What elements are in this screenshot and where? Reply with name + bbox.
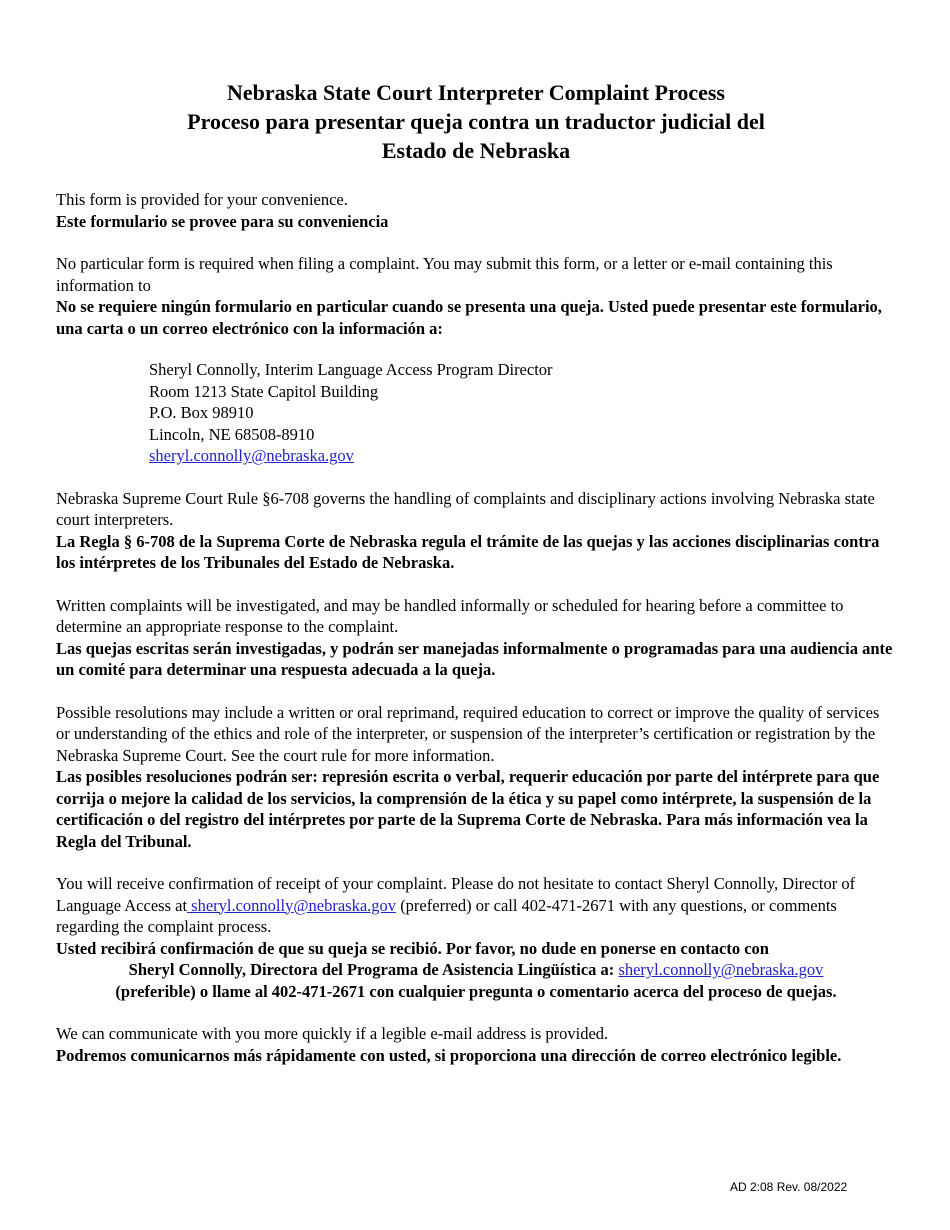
filing-english: No particular form is required when filing a complaint. You may submit this form, or a letter or e-mail containing this information to (56, 254, 833, 295)
communicate-spanish: Podremos comunicarnos más rápidamente con usted, si proporciona una dirección de correo electrónico legible. (56, 1045, 842, 1065)
rule-section (56, 488, 896, 574)
rule-spanish: La Regla § 6-708 de la Suprema Corte de Nebraska regula el trámite de las quejas y las acciones disciplinarias contra los intérpretes de los Tribunales del Estado de Nebraska. (56, 531, 880, 572)
rule-english: Nebraska Supreme Court Rule §6-708 governs the handling of complaints and disciplinary actions involving Nebraska state court interpreters. (56, 488, 875, 529)
communicate-section (56, 1023, 896, 1066)
confirmation-spanish-email-link[interactable]: sheryl.connolly@nebraska.gov (618, 960, 824, 979)
resolutions-spanish: Las posibles resoluciones podrán ser: represión escrita o verbal, requerir educación por parte del intérprete para que corrija o mejore la calidad de los servicios, la comprensión de la ética y su papel como intérprete, la suspensión de la certificación o del registro del intérpretes por parte de la Suprema Corte de Nebraska. Para más información vea la Regla del Tribunal. (56, 767, 880, 851)
filing-spanish: No se requiere ningún formulario en particular cuando se presenta una queja. Usted puede presentar este formulario, una carta o un correo electrónico con la información a: (56, 297, 882, 338)
intro-spanish: Este formulario se provee para su conveniencia (56, 211, 389, 231)
resolutions-section (56, 702, 896, 853)
contact-room: Room 1213 State Capitol Building (149, 381, 379, 401)
contact-address (149, 359, 896, 467)
intro-section (56, 189, 896, 232)
contact-name: Sheryl Connolly, Interim Language Access Program Director (149, 360, 553, 379)
filing-section (56, 253, 896, 339)
title-line-spanish-1: Proceso para presentar queja contra un traductor judicial del (187, 109, 765, 134)
investigation-section (56, 595, 896, 681)
investigation-spanish: Las quejas escritas serán investigadas, y podrán ser manejadas informalmente o programadas para una audiencia ante un comité para determinar una respuesta adecuada a la queja. (56, 638, 893, 679)
confirmation-email-link[interactable]: sheryl.connolly@nebraska.gov (187, 895, 397, 915)
title-line-spanish-2: Estado de Nebraska (381, 138, 571, 163)
resolutions-english: Possible resolutions may include a written or oral reprimand, required education to correct or improve the quality of services or understanding of the ethics and role of the interpreter, or suspension of the interpreter’s certification or registration by the Nebraska Supreme Court. See the court rule for more information. (56, 702, 880, 765)
document-page (56, 0, 896, 1066)
confirmation-spanish-text: Sheryl Connolly, Directora del Programa de Asistencia Lingüística a: (128, 960, 619, 979)
confirmation-spanish-line-3: (preferible) o llame al 402-471-2671 con cualquier pregunta o comentario acerca del proceso de quejas. (115, 981, 837, 1001)
confirmation-section (56, 873, 896, 1002)
confirmation-english (56, 873, 896, 938)
confirmation-spanish-line-2 (56, 959, 896, 981)
contact-email-link[interactable]: sheryl.connolly@nebraska.gov (149, 446, 354, 465)
contact-po-box: P.O. Box 98910 (149, 403, 254, 422)
investigation-english: Written complaints will be investigated, and may be handled informally or scheduled for hearing before a committee to determine an appropriate response to the complaint. (56, 595, 844, 636)
confirmation-spanish-line-1: Usted recibirá confirmación de que su queja se recibió. Por favor, no dude en ponerse en contacto con (56, 938, 769, 958)
document-title (56, 78, 896, 165)
form-revision-footer: AD 2:08 Rev. 08/2022 (730, 1180, 848, 1194)
confirmation-english-text-after: (preferred) or call 402-471-2671 with any questions, or comments regarding the complaint process. (56, 895, 837, 936)
intro-english: This form is provided for your convenience. (56, 190, 348, 209)
confirmation-english-text: You will receive confirmation of receipt of your complaint. Please do not hesitate to contact Sheryl Connolly, Director of Language Access at (56, 874, 856, 915)
title-line-english: Nebraska State Court Interpreter Complaint Process (227, 80, 725, 105)
communicate-english: We can communicate with you more quickly if a legible e-mail address is provided. (56, 1024, 609, 1043)
contact-city: Lincoln, NE 68508-8910 (149, 424, 315, 444)
